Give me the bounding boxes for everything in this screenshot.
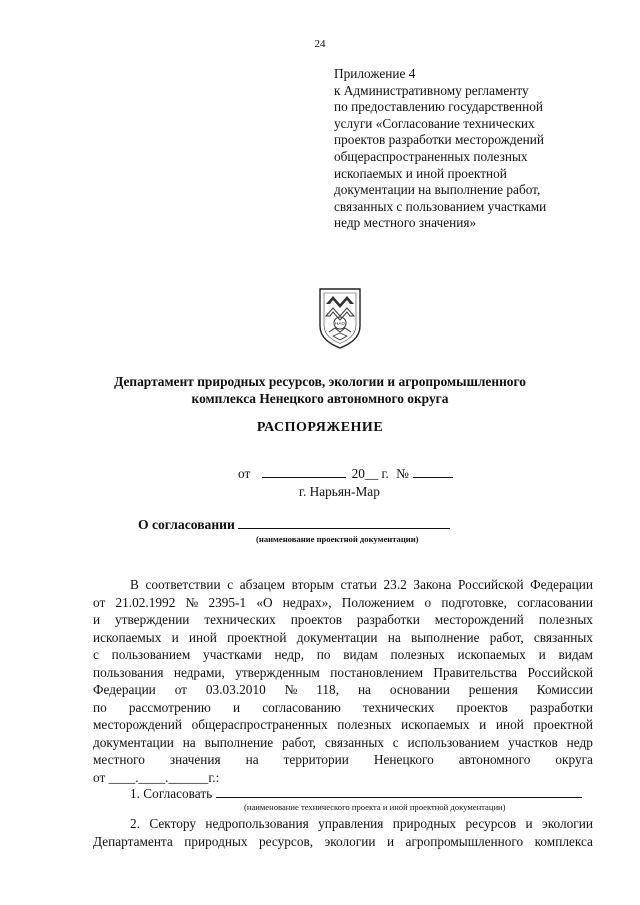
word: проектной [533,717,593,732]
word: 2395-1 [208,594,247,610]
emblem-label: НАО [335,321,345,326]
body-line [93,751,593,769]
word: проектной [227,629,287,645]
word: видам [343,647,378,662]
word: «О [256,594,273,610]
word: выполнение [410,629,480,645]
word: и [538,647,546,662]
year-label: 20__ г. [351,466,389,481]
word: и [479,717,487,732]
word: технических [362,699,435,715]
word: подготовке, [441,594,507,610]
date-from-label: от [238,466,251,481]
body-line [93,699,593,717]
word: и [93,612,101,627]
body-line [93,734,593,752]
word: использованием [407,734,500,750]
word: Положением [341,594,415,610]
word: работ, [282,734,316,750]
word: на [245,752,259,767]
word: иной [495,717,524,732]
word: Закона [413,577,452,592]
word: 118, [316,682,340,697]
document-title: РАСПОРЯЖЕНИЕ [256,420,384,435]
word: значения [169,752,221,767]
word: видам [558,647,593,662]
body-paragraph [93,576,593,786]
appendix-header [334,66,594,232]
body-line [93,716,593,734]
word: управления [318,816,384,831]
word: 21.02.1992 [115,594,176,610]
department-line-1: Департамент природных ресурсов, экологии и агропромышленного [114,374,526,389]
item-2-line-1 [93,815,593,833]
body-line [93,646,593,664]
date-number-line [238,466,453,482]
word: Комиссии [536,682,593,697]
word: технических [204,612,276,627]
word: Российской [458,577,524,592]
word: на [182,734,196,750]
word: недр [566,734,593,750]
word: абзацем [239,577,286,592]
appendix-line: недр местного значения» [334,215,477,231]
appendix-line: ископаемых и иной проектной [334,165,507,181]
word: Федерации [530,577,593,592]
word: участков [508,734,558,750]
word: полезных [337,717,392,732]
word: и [232,699,241,715]
word: территории [283,752,349,767]
word: на [387,629,401,645]
word: агропромышленного [405,833,524,849]
word: от [93,594,106,610]
word: по [93,699,107,715]
appendix-line: связанных с пользованием участками [334,198,547,214]
word: местного [93,752,145,767]
word: ресурсов [465,816,517,831]
agreement-hint: (наименование проектной документации) [256,534,419,544]
word: основании [389,682,450,697]
word: связанных [324,734,384,750]
city: г. Нарьян-Мар [299,484,380,499]
word: статьи [340,577,377,592]
item-2-line-2 [93,833,593,851]
coat-of-arms-icon [317,286,363,350]
word: 2. [130,816,140,831]
word: полезных [390,647,445,662]
word: Федерации [93,682,156,697]
word: месторождений [93,717,183,732]
word: 23.2 [383,577,407,592]
word: и [386,833,395,849]
item-1-hint: (наименование технического проекта и иной проектной документации) [244,802,506,812]
word: работ, [489,629,524,645]
department-name [60,373,580,407]
word: природных [184,833,248,849]
word: экологии [542,816,593,831]
word: пользования [93,664,164,680]
appendix-line: Приложение 4 [334,66,416,81]
word: Российской [527,664,593,680]
number-label: № [396,466,409,481]
word: согласованию [262,699,341,715]
appendix-line: проектов разработки месторождений [334,132,544,148]
number-blank[interactable] [413,466,453,478]
appendix-line: по предоставлению государственной [334,99,543,115]
word: по [316,647,331,662]
word: рассмотрению [128,699,211,715]
word: ископаемых [401,717,470,732]
word: решения [468,682,518,697]
word: ископаемых [93,629,162,645]
appendix-line: услуги «Согласование технических [334,115,535,131]
word: природных [392,816,457,831]
word: с [392,734,399,750]
item-1-label: 1. Согласовать [130,786,213,801]
word: с [93,647,99,662]
word: разработки [356,612,420,627]
word: документации [93,734,174,750]
body-line [93,629,593,647]
word: № [185,594,199,610]
body-line [93,594,593,612]
word: разработки [529,699,593,715]
word: 03.03.2010 [205,682,266,697]
word: проектов [456,699,508,715]
department-line-2: комплекса Ненецкого автономного округа [191,391,449,406]
word: согласовании [517,594,593,610]
word: недрами, [173,664,225,680]
word: утвержденным [235,664,320,680]
word: Ненецкого [373,752,434,767]
word: документации [296,629,378,645]
appendix-line: документации на выполнение работ, [334,182,541,198]
appendix-line: к Административному регламенту [334,82,529,98]
page-number: 24 [314,38,326,50]
word: вторым [291,577,334,592]
appendix-line: общераспространенных полезных [334,148,528,164]
word: от [174,682,187,697]
word: на [357,682,371,697]
word: о [424,594,432,610]
body-line [93,681,593,699]
word: месторождений [434,612,524,627]
body-line [93,664,593,682]
word: ископаемых [457,647,526,662]
word: утверждении [115,612,190,627]
item-1-blank[interactable] [216,786,582,798]
word: № [284,682,298,697]
word: округа [555,752,593,767]
word: экологии [324,833,376,849]
word: Сектору [149,816,196,831]
body-line [93,576,593,594]
word: участками [203,647,262,662]
word: пользованием [111,647,191,662]
word: недропользования [205,816,309,831]
word: с [227,577,234,592]
agreement-line [138,517,450,533]
agreement-label: О согласовании [138,517,235,532]
word: недр, [274,647,305,662]
date-blank[interactable] [262,466,346,478]
word: соответствии [145,577,221,592]
word: общераспространенных [191,717,328,732]
word: Правительства [433,664,518,680]
word: недрах», [282,594,332,610]
agreement-blank[interactable] [238,517,450,529]
word: проектов [290,612,343,627]
word: иной [188,629,217,645]
word: автономного [458,752,531,767]
body-last-line: от ____.____.______г.: [93,769,220,785]
word: комплекса [534,833,593,849]
word: ресурсов, [259,833,314,849]
item-1 [130,786,582,802]
word: выполнение [204,734,274,750]
word: постановлением [330,664,424,680]
word: полезных [538,612,593,627]
word: связанных [533,629,593,645]
body-line [93,611,593,629]
word: В [130,577,139,592]
word: Департамента [93,833,173,849]
word: и [525,816,533,831]
item-2 [93,815,593,850]
word: и [171,629,179,645]
